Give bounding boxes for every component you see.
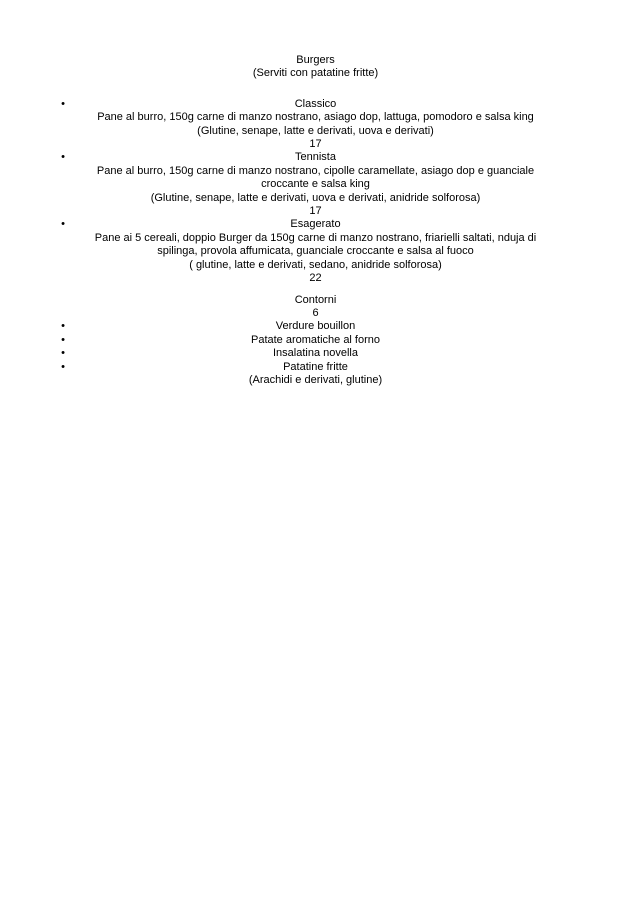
item-allergens: (Arachidi e derivati, glutine) (248, 373, 383, 386)
item-name: Patatine fritte (283, 360, 348, 373)
item-description-line: Pane al burro, 150g carne di manzo nostrano, asiago dop, lattuga, pomodoro e salsa king (97, 111, 534, 124)
item-name: Verdure bouillon (275, 320, 356, 333)
bullet-icon: • (61, 333, 65, 346)
bullet-icon: • (61, 218, 65, 231)
item-description-line: Pane ai 5 cereali, doppio Burger da 150g carne di manzo nostrano, friarielli saltati, nduja di (94, 231, 537, 244)
section-contorni (0, 294, 631, 388)
item-allergens: (Glutine, senape, latte e derivati, uova e derivati, anidride solforosa) (150, 191, 481, 204)
item-description-line: croccante e salsa king (261, 178, 370, 191)
section-gap (0, 81, 631, 98)
item-name: Patate aromatiche al forno (250, 333, 381, 346)
section-title: Contorni (294, 293, 337, 306)
item-allergens: (Glutine, senape, latte e derivati, uova e derivati) (197, 124, 434, 137)
menu-item-insalatina-novella (0, 347, 631, 360)
menu-item-tennista (0, 151, 631, 218)
item-name: Tennista (295, 151, 336, 164)
item-name: Classico (294, 97, 337, 110)
item-allergens: ( glutine, latte e derivati, sedano, anidride solforosa) (189, 258, 442, 271)
menu-item-patatine-fritte (0, 361, 631, 388)
item-price: 22 (309, 272, 322, 285)
section-subtitle: (Serviti con patatine fritte) (252, 67, 379, 80)
bullet-icon: • (61, 320, 65, 333)
item-name: Insalatina novella (272, 347, 358, 360)
bullet-icon: • (61, 97, 65, 110)
item-price: 17 (309, 138, 322, 151)
section-title: Burgers (296, 54, 335, 66)
section-burgers (0, 54, 631, 286)
menu-item-patate-aromatiche (0, 334, 631, 347)
menu-item-esagerato (0, 218, 631, 285)
item-description-line: spilinga, provola affumicata, guanciale croccante e salsa al fuoco (157, 245, 474, 258)
section-gap (0, 286, 631, 294)
section-price: 6 (312, 306, 319, 319)
menu-item-verdure-bouillon (0, 320, 631, 333)
item-name: Esagerato (290, 218, 341, 231)
menu-item-classico (0, 98, 631, 152)
menu-content (0, 0, 631, 387)
item-description-line: Pane al burro, 150g carne di manzo nostrano, cipolle caramellate, asiago dop e guanciale (96, 164, 535, 177)
bullet-icon: • (61, 360, 65, 373)
bullet-icon: • (61, 151, 65, 164)
bullet-icon: • (61, 347, 65, 360)
item-price: 17 (309, 205, 322, 218)
